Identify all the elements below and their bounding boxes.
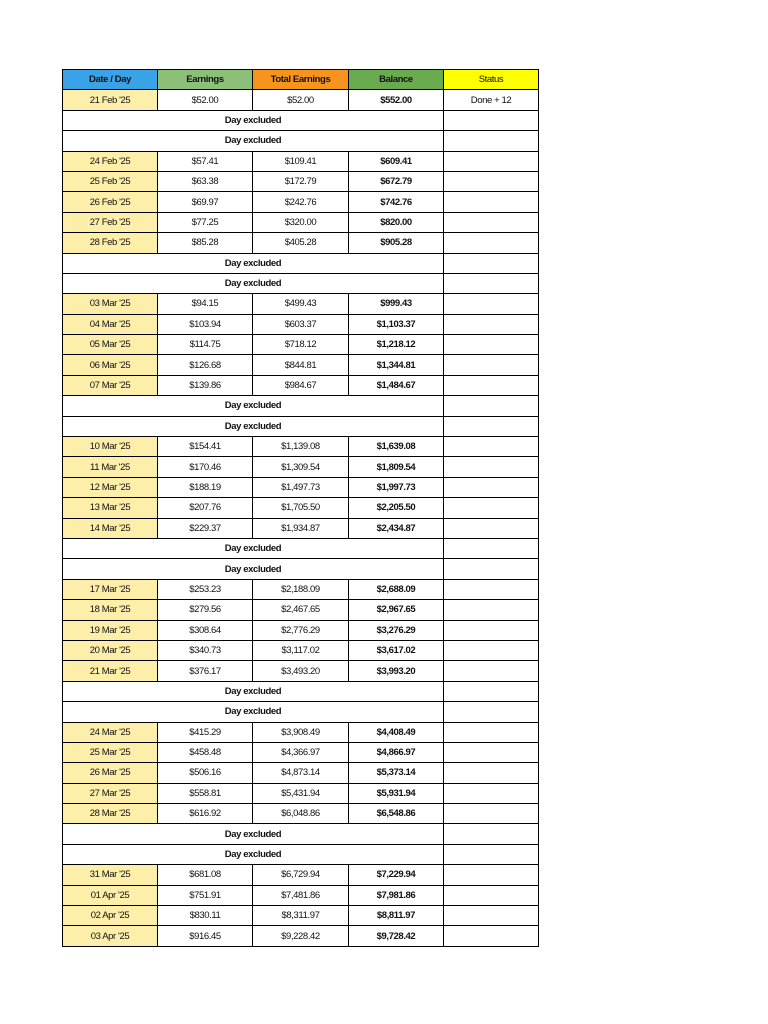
excluded-day-cell[interactable]: Day excluded [63,396,444,416]
earnings-cell[interactable]: $751.91 [158,885,253,905]
status-cell[interactable] [444,906,539,926]
excluded-day-cell[interactable]: Day excluded [63,681,444,701]
date-cell[interactable]: 17 Mar '25 [63,579,158,599]
status-cell[interactable] [444,498,539,518]
total-earnings-cell[interactable]: $1,497.73 [253,477,349,497]
table-row [63,212,539,232]
date-cell[interactable]: 18 Mar '25 [63,600,158,620]
status-cell[interactable] [444,396,539,416]
table-row [63,620,539,640]
balance-cell[interactable]: $6,548.86 [349,804,444,824]
table-row [63,90,539,110]
status-cell[interactable] [444,375,539,395]
table-row [63,640,539,660]
table-row [63,661,539,681]
status-cell[interactable] [444,151,539,171]
status-cell[interactable] [444,661,539,681]
balance-cell[interactable]: $2,205.50 [349,498,444,518]
table-row [63,335,539,355]
earnings-cell[interactable]: $85.28 [158,233,253,253]
status-cell[interactable] [444,233,539,253]
excluded-day-row [63,702,539,722]
date-cell[interactable]: 07 Mar '25 [63,375,158,395]
total-earnings-cell[interactable]: $405.28 [253,233,349,253]
earnings-cell[interactable]: $415.29 [158,722,253,742]
status-cell[interactable] [444,253,539,273]
table-row [63,457,539,477]
status-cell[interactable] [444,559,539,579]
excluded-day-cell[interactable]: Day excluded [63,131,444,151]
date-cell[interactable]: 24 Feb '25 [63,151,158,171]
date-cell[interactable]: 11 Mar '25 [63,457,158,477]
excluded-day-row [63,681,539,701]
balance-cell[interactable]: $1,639.08 [349,437,444,457]
status-cell[interactable] [444,538,539,558]
table-row [63,171,539,191]
balance-cell[interactable]: $1,809.54 [349,457,444,477]
excluded-day-cell[interactable]: Day excluded [63,273,444,293]
table-row [63,437,539,457]
balance-cell[interactable]: $820.00 [349,212,444,232]
total-earnings-cell[interactable]: $52.00 [253,90,349,110]
balance-column-header[interactable]: Balance [349,70,444,90]
date-cell[interactable]: 06 Mar '25 [63,355,158,375]
balance-cell[interactable]: $552.00 [349,90,444,110]
date-cell[interactable]: 25 Mar '25 [63,742,158,762]
status-cell[interactable] [444,131,539,151]
status-cell[interactable]: Done + 12 [444,90,539,110]
balance-cell[interactable]: $1,344.81 [349,355,444,375]
total-earnings-cell[interactable]: $9,228.42 [253,926,349,946]
earnings-cell[interactable]: $376.17 [158,661,253,681]
status-cell[interactable] [444,742,539,762]
balance-cell[interactable]: $742.76 [349,192,444,212]
table-row [63,498,539,518]
total-earnings-cell[interactable]: $4,873.14 [253,763,349,783]
total-earnings-cell[interactable]: $3,908.49 [253,722,349,742]
excluded-day-row [63,559,539,579]
table-row [63,783,539,803]
total-earnings-cell[interactable]: $1,139.08 [253,437,349,457]
table-row [63,742,539,762]
status-cell[interactable] [444,355,539,375]
table-row [63,314,539,334]
balance-cell[interactable]: $999.43 [349,294,444,314]
total-earnings-cell[interactable]: $2,188.09 [253,579,349,599]
date-cell[interactable]: 05 Mar '25 [63,335,158,355]
date-cell[interactable]: 20 Mar '25 [63,640,158,660]
excluded-day-cell[interactable]: Day excluded [63,253,444,273]
date-cell[interactable]: 26 Mar '25 [63,763,158,783]
status-cell[interactable] [444,294,539,314]
balance-cell[interactable]: $7,229.94 [349,865,444,885]
earnings-column-header[interactable]: Earnings [158,70,253,90]
date-cell[interactable]: 31 Mar '25 [63,865,158,885]
total-earnings-cell[interactable]: $984.67 [253,375,349,395]
date-cell[interactable]: 02 Apr '25 [63,906,158,926]
status-cell[interactable] [444,824,539,844]
total-earnings-cell[interactable]: $2,776.29 [253,620,349,640]
total-earnings-cell[interactable]: $499.43 [253,294,349,314]
earnings-cell[interactable]: $103.94 [158,314,253,334]
earnings-cell[interactable]: $139.86 [158,375,253,395]
status-cell[interactable] [444,457,539,477]
earnings-cell[interactable]: $916.45 [158,926,253,946]
balance-cell[interactable]: $2,434.87 [349,518,444,538]
total-earnings-cell[interactable]: $1,705.50 [253,498,349,518]
date-cell[interactable]: 10 Mar '25 [63,437,158,457]
total-earnings-cell[interactable]: $109.41 [253,151,349,171]
total-earnings-cell[interactable]: $2,467.65 [253,600,349,620]
balance-cell[interactable]: $2,967.65 [349,600,444,620]
status-cell[interactable] [444,437,539,457]
status-cell[interactable] [444,477,539,497]
total-earnings-cell[interactable]: $3,493.20 [253,661,349,681]
status-cell[interactable] [444,885,539,905]
excluded-day-cell[interactable]: Day excluded [63,559,444,579]
status-cell[interactable] [444,844,539,864]
total-earnings-cell[interactable]: $242.76 [253,192,349,212]
status-column-header[interactable]: Status [444,70,539,90]
total-earnings-column-header[interactable]: Total Earnings [253,70,349,90]
balance-cell[interactable]: $5,373.14 [349,763,444,783]
excluded-day-cell[interactable]: Day excluded [63,702,444,722]
excluded-day-row [63,844,539,864]
status-cell[interactable] [444,518,539,538]
earnings-cell[interactable]: $207.76 [158,498,253,518]
date-cell[interactable]: 28 Feb '25 [63,233,158,253]
balance-cell[interactable]: $1,103.37 [349,314,444,334]
status-cell[interactable] [444,110,539,130]
table-row [63,375,539,395]
balance-cell[interactable]: $5,931.94 [349,783,444,803]
table-row [63,885,539,905]
excluded-day-row [63,131,539,151]
table-row [63,865,539,885]
excluded-day-row [63,538,539,558]
status-cell[interactable] [444,865,539,885]
total-earnings-cell[interactable]: $1,934.87 [253,518,349,538]
balance-cell[interactable]: $1,484.67 [349,375,444,395]
date-cell[interactable]: 24 Mar '25 [63,722,158,742]
status-cell[interactable] [444,416,539,436]
balance-cell[interactable]: $7,981.86 [349,885,444,905]
excluded-day-row [63,273,539,293]
earnings-cell[interactable]: $830.11 [158,906,253,926]
status-cell[interactable] [444,314,539,334]
date-cell[interactable]: 27 Mar '25 [63,783,158,803]
earnings-cell[interactable]: $57.41 [158,151,253,171]
excluded-day-row [63,110,539,130]
earnings-cell[interactable]: $94.15 [158,294,253,314]
earnings-cell[interactable]: $558.81 [158,783,253,803]
total-earnings-cell[interactable]: $4,366.97 [253,742,349,762]
balance-cell[interactable]: $9,728.42 [349,926,444,946]
header-row [63,70,539,90]
table-row [63,151,539,171]
status-cell[interactable] [444,600,539,620]
status-cell[interactable] [444,702,539,722]
earnings-cell[interactable]: $616.92 [158,804,253,824]
total-earnings-cell[interactable]: $6,729.94 [253,865,349,885]
balance-cell[interactable]: $672.79 [349,171,444,191]
earnings-cell[interactable]: $340.73 [158,640,253,660]
total-earnings-cell[interactable]: $6,048.86 [253,804,349,824]
earnings-cell[interactable]: $308.64 [158,620,253,640]
total-earnings-cell[interactable]: $844.81 [253,355,349,375]
excluded-day-row [63,253,539,273]
table-row [63,763,539,783]
date-cell[interactable]: 26 Feb '25 [63,192,158,212]
balance-cell[interactable]: $8,811.97 [349,906,444,926]
date-cell[interactable]: 12 Mar '25 [63,477,158,497]
total-earnings-cell[interactable]: $320.00 [253,212,349,232]
earnings-cell[interactable]: $229.37 [158,518,253,538]
status-cell[interactable] [444,763,539,783]
date-cell[interactable]: 21 Mar '25 [63,661,158,681]
table-row [63,518,539,538]
status-cell[interactable] [444,212,539,232]
status-cell[interactable] [444,804,539,824]
date-cell[interactable]: 01 Apr '25 [63,885,158,905]
earnings-cell[interactable]: $77.25 [158,212,253,232]
balance-cell[interactable]: $4,866.97 [349,742,444,762]
earnings-cell[interactable]: $69.97 [158,192,253,212]
balance-cell[interactable]: $609.41 [349,151,444,171]
table-row [63,926,539,946]
date-cell[interactable]: 25 Feb '25 [63,171,158,191]
date-cell[interactable]: 04 Mar '25 [63,314,158,334]
excluded-day-row [63,824,539,844]
date-cell[interactable]: 21 Feb '25 [63,90,158,110]
balance-cell[interactable]: $3,617.02 [349,640,444,660]
total-earnings-cell[interactable]: $1,309.54 [253,457,349,477]
status-cell[interactable] [444,926,539,946]
balance-cell[interactable]: $4,408.49 [349,722,444,742]
earnings-cell[interactable]: $114.75 [158,335,253,355]
balance-cell[interactable]: $2,688.09 [349,579,444,599]
date-column-header[interactable]: Date / Day [63,70,158,90]
excluded-day-row [63,416,539,436]
earnings-table [62,69,539,947]
table-row [63,192,539,212]
date-cell[interactable]: 28 Mar '25 [63,804,158,824]
status-cell[interactable] [444,640,539,660]
status-cell[interactable] [444,192,539,212]
earnings-cell[interactable]: $458.48 [158,742,253,762]
table-row [63,579,539,599]
status-cell[interactable] [444,171,539,191]
total-earnings-cell[interactable]: $8,311.97 [253,906,349,926]
date-cell[interactable]: 03 Apr '25 [63,926,158,946]
total-earnings-cell[interactable]: $603.37 [253,314,349,334]
excluded-day-cell[interactable]: Day excluded [63,844,444,864]
earnings-cell[interactable]: $506.16 [158,763,253,783]
table-body [63,90,539,946]
date-cell[interactable]: 19 Mar '25 [63,620,158,640]
total-earnings-cell[interactable]: $5,431.94 [253,783,349,803]
excluded-day-cell[interactable]: Day excluded [63,416,444,436]
status-cell[interactable] [444,722,539,742]
total-earnings-cell[interactable]: $3,117.02 [253,640,349,660]
earnings-cell[interactable]: $188.19 [158,477,253,497]
table-row [63,355,539,375]
excluded-day-cell[interactable]: Day excluded [63,538,444,558]
excluded-day-row [63,396,539,416]
status-cell[interactable] [444,783,539,803]
balance-cell[interactable]: $3,276.29 [349,620,444,640]
status-cell[interactable] [444,620,539,640]
table-row [63,477,539,497]
table-row [63,804,539,824]
table-row [63,906,539,926]
earnings-cell[interactable]: $52.00 [158,90,253,110]
date-cell[interactable]: 13 Mar '25 [63,498,158,518]
balance-cell[interactable]: $1,997.73 [349,477,444,497]
earnings-cell[interactable]: $170.46 [158,457,253,477]
earnings-cell[interactable]: $681.08 [158,865,253,885]
earnings-cell[interactable]: $154.41 [158,437,253,457]
excluded-day-cell[interactable]: Day excluded [63,110,444,130]
total-earnings-cell[interactable]: $172.79 [253,171,349,191]
table-row [63,722,539,742]
status-cell[interactable] [444,335,539,355]
status-cell[interactable] [444,273,539,293]
date-cell[interactable]: 03 Mar '25 [63,294,158,314]
table-row [63,233,539,253]
table-row [63,294,539,314]
total-earnings-cell[interactable]: $718.12 [253,335,349,355]
earnings-cell[interactable]: $279.56 [158,600,253,620]
balance-cell[interactable]: $3,993.20 [349,661,444,681]
date-cell[interactable]: 14 Mar '25 [63,518,158,538]
date-cell[interactable]: 27 Feb '25 [63,212,158,232]
earnings-cell[interactable]: $126.68 [158,355,253,375]
status-cell[interactable] [444,681,539,701]
balance-cell[interactable]: $905.28 [349,233,444,253]
earnings-cell[interactable]: $253.23 [158,579,253,599]
status-cell[interactable] [444,579,539,599]
total-earnings-cell[interactable]: $7,481.86 [253,885,349,905]
table-row [63,600,539,620]
excluded-day-cell[interactable]: Day excluded [63,824,444,844]
balance-cell[interactable]: $1,218.12 [349,335,444,355]
earnings-cell[interactable]: $63.38 [158,171,253,191]
